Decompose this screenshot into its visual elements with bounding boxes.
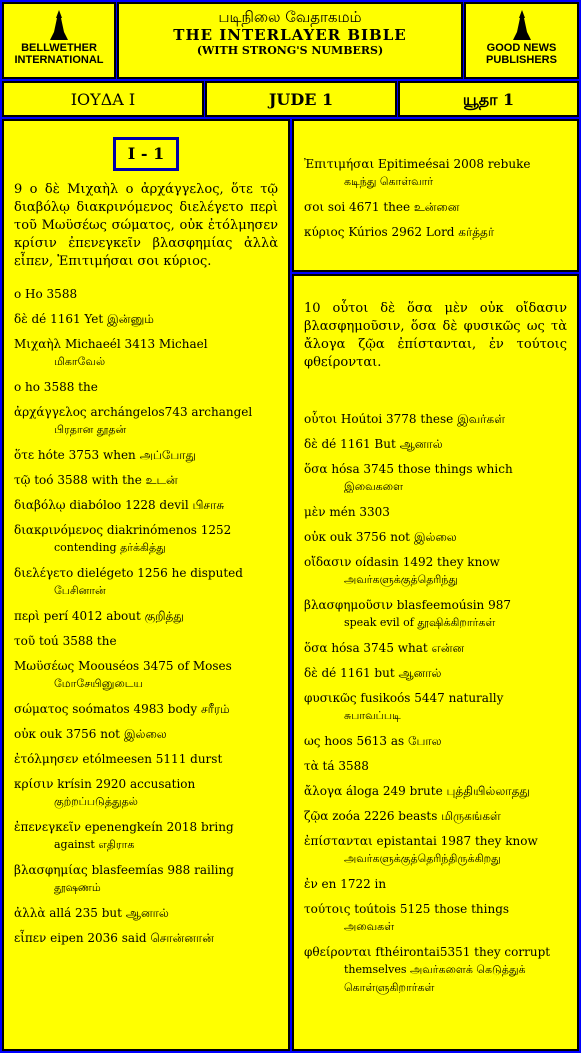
word-entry-gloss: σώματος soómatos 4983 body சரீரம் xyxy=(14,702,230,716)
word-entry xyxy=(14,403,278,439)
word-entry xyxy=(14,607,278,625)
word-entry xyxy=(14,378,278,396)
word-entry-gloss: δὲ dé 1161 Yet இன்னும் xyxy=(14,312,154,326)
word-entry-meaning: அவர்களுக்குத்தெரிந்திருக்கிறது xyxy=(344,852,501,865)
word-entry xyxy=(304,943,567,997)
word-entry-meaning: தூஷணம் xyxy=(54,881,101,894)
word-entry-gloss: Ἐπιτιμήσαι Epitimeésai 2008 rebuke xyxy=(304,157,531,171)
book-english-label: JUDE 1 xyxy=(268,90,334,109)
word-entry-gloss: ἀλλὰ allá 235 but ஆனால் xyxy=(14,906,169,920)
word-entry-gloss: εἶπεν eipen 2036 said சொன்னான் xyxy=(14,931,214,945)
book-tamil xyxy=(398,81,579,117)
word-entry-gloss: διαβόλῳ diabóloo 1228 devil பிசாசு xyxy=(14,498,225,512)
word-entry xyxy=(304,639,567,657)
book-greek xyxy=(2,81,204,117)
verse-ref-box: I - 1 xyxy=(113,137,179,171)
word-entry-gloss: διακρινόμενος diakrinómenos 1252 xyxy=(14,523,232,537)
word-entry xyxy=(304,528,567,546)
word-entry-gloss: οὐκ ouk 3756 not இல்லை xyxy=(304,530,457,544)
word-entry-gloss: ο ho 3588 the xyxy=(14,380,98,394)
word-entry xyxy=(304,198,567,216)
title-block xyxy=(117,2,463,79)
word-entry xyxy=(304,410,567,428)
word-entry-gloss: ἐν en 1722 in xyxy=(304,877,387,891)
word-entry xyxy=(14,335,278,371)
right-top-word-list xyxy=(304,155,567,241)
title-english: THE INTERLAYER BIBLE xyxy=(173,26,407,44)
right-top-column xyxy=(292,119,579,272)
word-entry-gloss: βλασφημίας blasfeemías 988 railing xyxy=(14,863,234,877)
word-entry-gloss: ὅτε hóte 3753 when அப்போது xyxy=(14,448,196,462)
word-entry-gloss: δὲ dé 1161 But ஆனால் xyxy=(304,437,443,451)
word-entry-gloss: κύριος Kúrios 2962 Lord கர்த்தர் xyxy=(304,225,495,239)
word-entry xyxy=(14,285,278,303)
word-entry-gloss: ἄλογα áloga 249 brute புத்தியில்லாதது xyxy=(304,784,530,798)
word-entry xyxy=(304,155,567,191)
word-entry-meaning: மிகாவேல் xyxy=(54,355,106,368)
word-entry-gloss: σοι soi 4671 thee உன்னை xyxy=(304,200,460,214)
word-entry xyxy=(14,471,278,489)
word-entry-meaning: contending தர்க்கித்து xyxy=(54,541,166,554)
word-entry-gloss: οἴδασιν oídasin 1492 they know xyxy=(304,555,500,569)
word-entry xyxy=(304,223,567,241)
word-entry-meaning: பிரதான தூதன் xyxy=(54,423,127,436)
word-entry xyxy=(304,435,567,453)
word-entry xyxy=(14,775,278,811)
word-entry xyxy=(304,732,567,750)
word-entry xyxy=(304,832,567,868)
book-tamil-label: யூதா 1 xyxy=(462,90,515,109)
right-logo-line1: GOOD NEWS xyxy=(486,42,557,54)
book-greek-label: ΙΟΥΔΑ Ι xyxy=(70,90,136,109)
word-entry-meaning: themselves அவர்களைக் கெடுத்துக் கொள்ளுகிறார்கள் xyxy=(344,963,526,994)
word-entry xyxy=(14,521,278,557)
word-entry-gloss: ἐτόλμησεν etólmeesen 5111 durst xyxy=(14,752,223,766)
word-entry-meaning: against எதிராக xyxy=(54,838,135,851)
word-entry xyxy=(14,725,278,743)
goodnews-logo xyxy=(464,2,579,79)
word-entry xyxy=(14,310,278,328)
word-entry xyxy=(304,875,567,893)
right-logo-line2: PUBLISHERS xyxy=(486,54,557,66)
word-entry-gloss: βλασφημοῦσιν blasfeemoúsin 987 xyxy=(304,598,512,612)
title-tamil: படிநிலை வேதாகமம் xyxy=(218,8,362,26)
word-entry xyxy=(14,496,278,514)
word-entry-gloss: τοῦ toú 3588 the xyxy=(14,634,117,648)
word-entry-gloss: περὶ perí 4012 about குறித்து xyxy=(14,609,184,623)
word-entry xyxy=(14,564,278,600)
word-entry-gloss: ὅσα hósa 3745 those things which xyxy=(304,462,513,476)
word-entry-gloss: Μωϋσέως Moouséos 3475 of Moses xyxy=(14,659,232,673)
word-entry-meaning: மோசேயினுடைய xyxy=(54,677,143,690)
word-entry xyxy=(14,818,278,854)
word-entry-gloss: ἐπίστανται epistantai 1987 they know xyxy=(304,834,538,848)
word-entry-gloss: φυσικῶς fusikoós 5447 naturally xyxy=(304,691,504,705)
word-entry xyxy=(14,632,278,650)
word-entry-gloss: τὰ tá 3588 xyxy=(304,759,369,773)
word-entry xyxy=(14,750,278,768)
word-entry-gloss: φθείρονται fthéirontai5351 they corrupt xyxy=(304,945,551,959)
word-entry-gloss: δὲ dé 1161 but ஆனால் xyxy=(304,666,442,680)
word-entry xyxy=(14,657,278,693)
word-entry xyxy=(304,782,567,800)
verse-9-text: 9 ο δὲ Μιχαὴλ ο ἀρχάγγελος, ὅτε τῷ διαβόλῳ διακρινόμενος διελέγετο περὶ τοῦ Μωϋσέως σώματος, οὐκ ἐτόλμησεν κρίσιν ἐπενεγκεῖν βλασφημίας ἀλλὰ εἶπεν, Ἐπιτιμήσαι σοι κύριος. xyxy=(14,182,278,269)
left-column xyxy=(2,119,290,1051)
word-entry xyxy=(304,460,567,496)
word-entry xyxy=(14,929,278,947)
word-entry xyxy=(14,904,278,922)
word-entry-gloss: διελέγετο dielégeto 1256 he disputed xyxy=(14,566,243,580)
word-entry-meaning: speak evil of தூஷிக்கிறார்கள் xyxy=(344,616,496,629)
word-entry xyxy=(304,596,567,632)
word-entry-meaning: இவைகளை xyxy=(344,480,404,493)
word-entry xyxy=(304,553,567,589)
verse-10-text: 10 οὗτοι δὲ ὅσα μὲν οὐκ οἴδασιν βλασφημοῦσιν, ὅσα δὲ φυσικῶς ως τὰ ἄλογα ζῷα ἐπίστανται, ἐν τούτοις φθείρονται. xyxy=(304,301,567,370)
word-entry-gloss: οὗτοι Hoútoi 3778 these இவர்கள் xyxy=(304,412,506,426)
tower-icon xyxy=(509,10,535,40)
word-entry-meaning: அவைகள் xyxy=(344,920,395,933)
word-entry xyxy=(304,757,567,775)
word-entry xyxy=(304,503,567,521)
right-bottom-word-list xyxy=(304,410,567,997)
left-word-list xyxy=(14,285,278,947)
word-entry xyxy=(14,700,278,718)
book-english xyxy=(205,81,397,117)
tower-icon xyxy=(46,10,72,40)
word-entry xyxy=(304,689,567,725)
title-subtitle: (WITH STRONG'S NUMBERS) xyxy=(196,44,384,57)
word-entry-gloss: ζῷα zoóa 2226 beasts மிருகங்கள் xyxy=(304,809,501,823)
left-logo-line2: INTERNATIONAL xyxy=(14,54,104,66)
word-entry-meaning: அவர்களுக்குத்தெரிந்து xyxy=(344,573,458,586)
word-entry xyxy=(304,664,567,682)
word-entry xyxy=(304,900,567,936)
word-entry xyxy=(14,446,278,464)
word-entry-gloss: οὐκ ouk 3756 not இல்லை xyxy=(14,727,167,741)
word-entry-gloss: κρίσιν krísin 2920 accusation xyxy=(14,777,196,791)
word-entry-gloss: ὅσα hósa 3745 what என்ன xyxy=(304,641,465,655)
word-entry-gloss: τούτοις toútois 5125 those things xyxy=(304,902,510,916)
word-entry xyxy=(14,861,278,897)
word-entry-gloss: τῷ toó 3588 with the உடன் xyxy=(14,473,178,487)
word-entry-meaning: பேசினான் xyxy=(54,584,106,597)
word-entry xyxy=(304,807,567,825)
word-entry-gloss: Μιχαὴλ Michaeél 3413 Michael xyxy=(14,337,208,351)
word-entry-meaning: சுபாவப்படி xyxy=(344,709,401,722)
word-entry-gloss: ο Ho 3588 xyxy=(14,287,78,301)
bellwether-logo xyxy=(2,2,116,79)
word-entry-meaning: குற்றப்படுத்துதல் xyxy=(54,795,138,808)
word-entry-gloss: ἐπενεγκεῖν epenengkeín 2018 bring xyxy=(14,820,234,834)
word-entry-gloss: ἀρχάγγελος archángelos743 archangel xyxy=(14,405,253,419)
left-logo-line1: BELLWETHER xyxy=(21,42,97,54)
word-entry-meaning: கடிந்து கொள்வார் xyxy=(344,175,434,188)
word-entry-gloss: μὲν mén 3303 xyxy=(304,505,390,519)
word-entry-gloss: ως hoos 5613 as போல xyxy=(304,734,442,748)
right-bottom-column xyxy=(292,274,579,1051)
